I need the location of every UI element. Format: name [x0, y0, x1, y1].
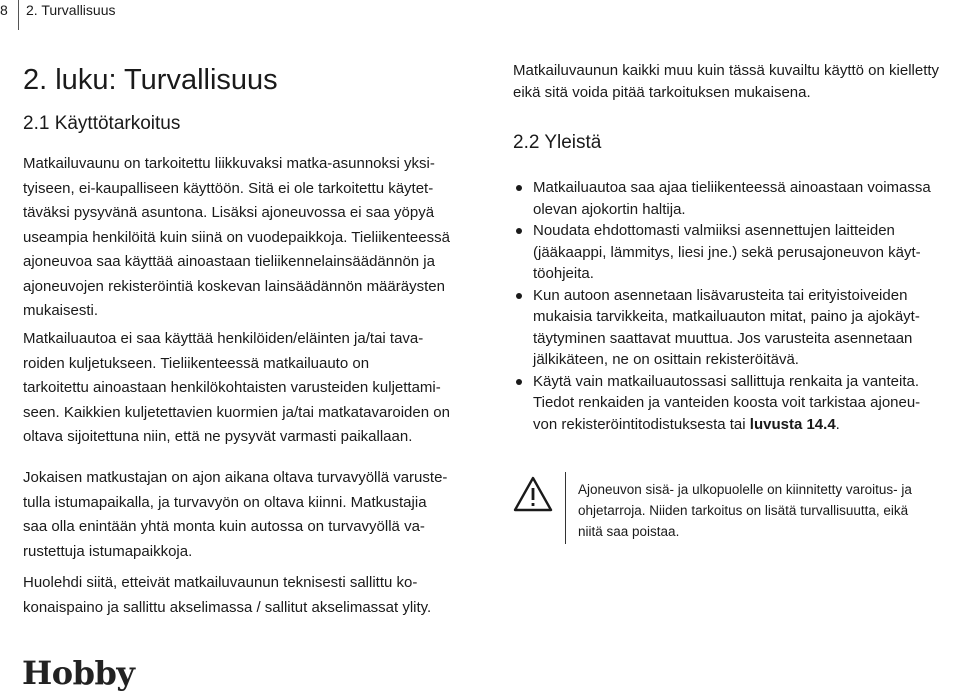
chapter-title: 2. luku: Turvallisuus	[23, 64, 278, 96]
text-line: ajoneuvojen rekisteröintiä koskevan lainsäädännön määräysten	[23, 277, 445, 295]
text-line: tarkoitettu ainoastaan henkilökohtaisten varusteiden kuljettami-	[23, 379, 441, 396]
text-line: Matkailuautoa ei saa käyttää henkilöiden/eläinten ja/tai tava-	[23, 330, 424, 347]
paragraph-misuse	[513, 60, 953, 104]
page-number: 8	[0, 2, 8, 18]
text-line: mukaisesti.	[23, 302, 99, 319]
section-title-2-2: 2.2 Yleistä	[513, 132, 602, 153]
text-line: täväksi pysyvänä asuntona. Lisäksi ajoneuvossa ei saa yöpyä	[23, 204, 435, 221]
list-item: Käytä vain matkailuautossasi sallittuja renkaita ja vanteita. Tiedot renkaiden ja vanteiden koosta voit tarkistaa ajoneu- von rekisteröintitodistuksesta tai luvusta 14.4.	[513, 371, 953, 436]
text-line: tyiseen, ei-kaupalliseen käyttöön. Sitä ei ole tarkoitettu käytet-	[23, 179, 434, 197]
section-2-1	[23, 113, 468, 135]
text-line: Jokaisen matkustajan on ajon aikana oltava turvavyöllä varuste-	[23, 469, 448, 486]
text-line: seen. Kaikkien kuljetettavien kuormien ja/tai matkatavaroiden on	[23, 403, 450, 421]
text-line: Huolehdi siitä, etteivät matkailuvaunun teknisesti sallittu ko-	[23, 574, 418, 591]
text-line: tulla istumapaikalla, ja turvavyön on oltava kiinni. Matkustajia	[23, 493, 427, 511]
text-line: ajoneuvoa saa käyttää ainoastaan tieliikennelainsäädännön ja	[23, 253, 435, 270]
warning-triangle-icon	[513, 476, 553, 512]
text-line: roiden kuljetukseen. Tieliikenteessä matkailuauto on	[23, 354, 370, 372]
general-list	[513, 177, 953, 435]
list-item: Matkailuautoa saa ajaa tieliikenteessä ainoastaan voimassa olevan ajokortin haltija.	[513, 177, 953, 220]
paragraph-seatbelts	[23, 466, 468, 564]
warning-text	[578, 479, 948, 542]
text-line: eikä sitä voida pitää tarkoituksen mukaisena.	[513, 84, 811, 101]
warning-divider	[565, 472, 566, 544]
section-title-2-1: 2.1 Käyttötarkoitus	[23, 113, 181, 134]
text-line: niitä saa poistaa.	[578, 524, 680, 539]
list-item: Kun autoon asennetaan lisävarusteita tai erityistoiveiden mukaisia tarvikkeita, matkailuauton mitat, paino ja ajokäyt- täytyminen saattavat muuttua. Jos varusteita asennetaan jälkikäteen, ne on osittain rekisteröitävä.	[513, 285, 953, 371]
text-line: oltava sijoitettuna niin, että ne pysyvät varmasti paikallaan.	[23, 428, 413, 445]
paragraph-weight	[23, 571, 468, 620]
text-line: Matkailuvaunun kaikki muu kuin tässä kuvailtu käyttö on kielletty	[513, 62, 940, 79]
chapter-reference: luvusta 14.4	[749, 415, 836, 433]
text-line: Ajoneuvon sisä- ja ulkopuolelle on kiinnitetty varoitus- ja	[578, 482, 912, 497]
text-line: ohjetarroja. Niiden tarkoitus on lisätä turvallisuutta, eikä	[578, 503, 909, 518]
text-line: Matkailuvaunu on tarkoitettu liikkuvaksi matka-asunnoksi yksi-	[23, 155, 435, 172]
brand-logo: Hobby	[22, 654, 135, 692]
text-line: rustettuja istumapaikkoja.	[23, 542, 193, 560]
list-item: Noudata ehdottomasti valmiiksi asennettujen laitteiden (jääkaappi, lämmitys, liesi jne.) sekä perusajoneuvon käyt- töohjeita.	[513, 220, 953, 285]
header-divider	[18, 0, 19, 30]
paragraph-purpose	[23, 152, 468, 324]
section-2-2	[513, 132, 953, 154]
text-line: saa olla enintään yhtä monta kuin autossa on turvavyöllä va-	[23, 518, 425, 535]
text-line: konaispaino ja sallittu akselimassa / sallitut akselimassat ylity.	[23, 598, 432, 616]
text-line: useampia henkilöitä kuin siinä on vuodepaikkoja. Tieliikenteessä	[23, 228, 450, 246]
page-header	[0, 0, 960, 30]
paragraph-transport	[23, 327, 468, 450]
running-chapter-title: 2. Turvallisuus	[26, 2, 116, 18]
